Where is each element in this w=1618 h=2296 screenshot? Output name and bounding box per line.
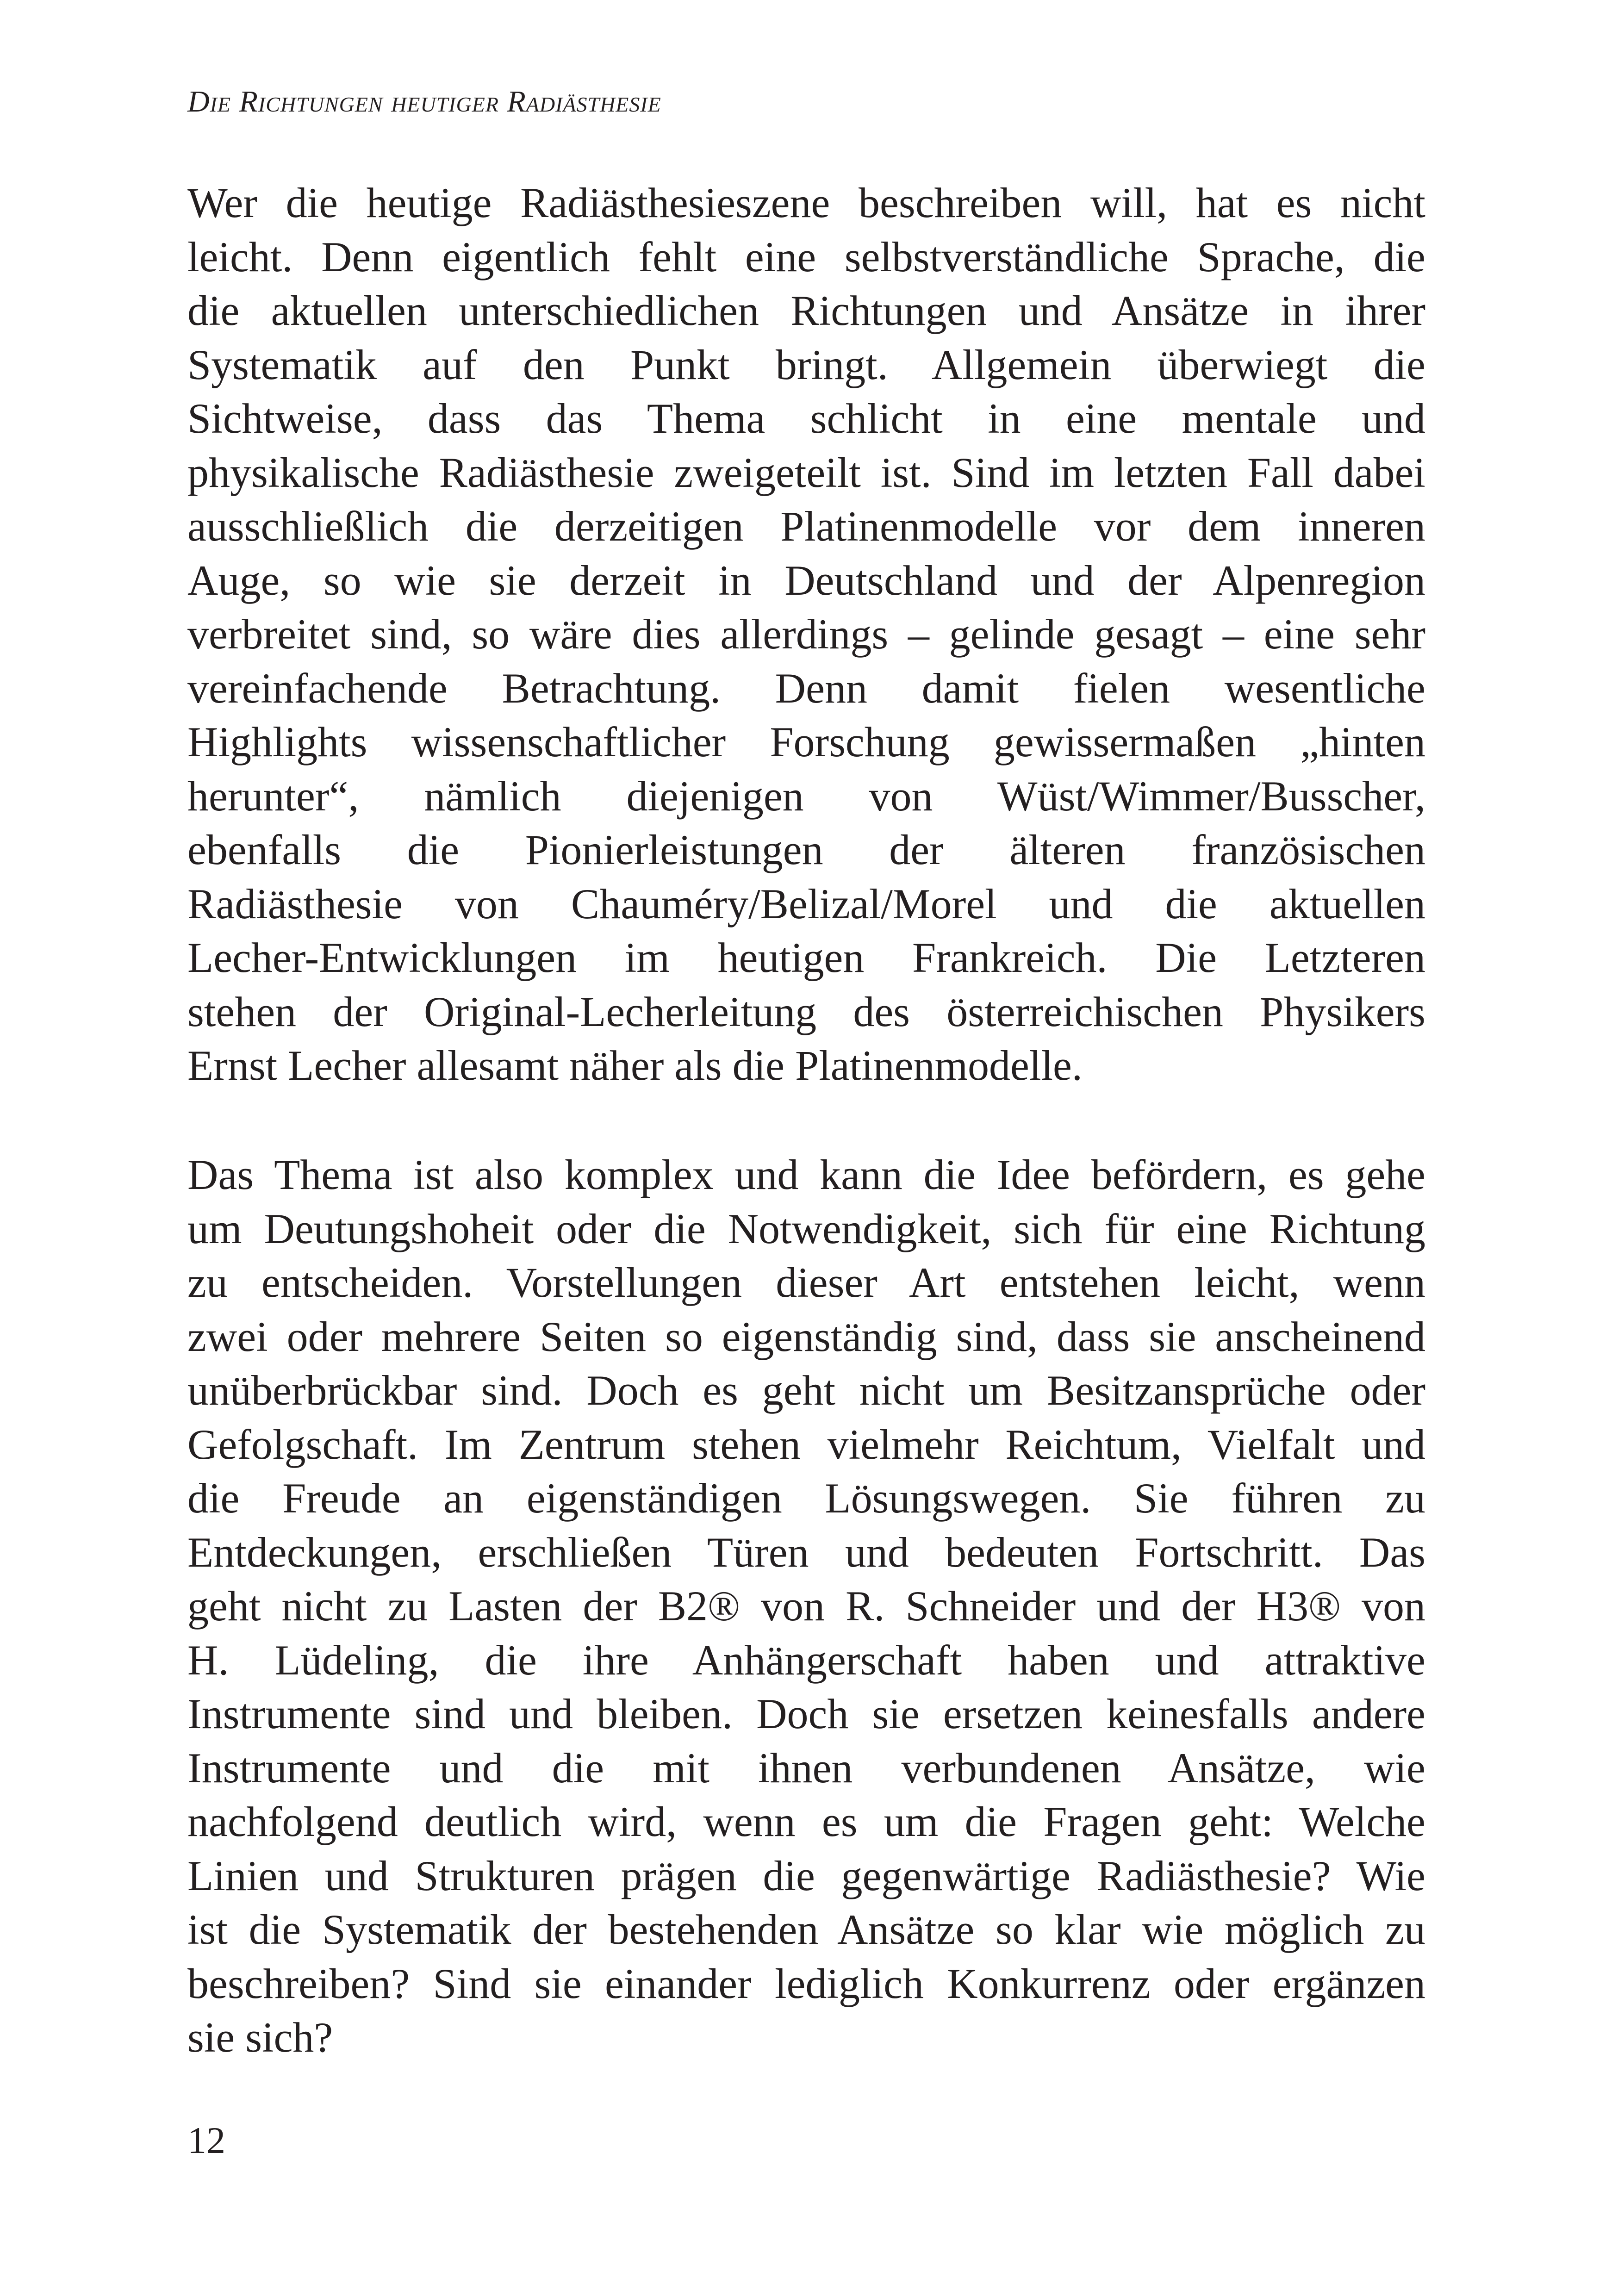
text-line: sie sich? (187, 2014, 333, 2061)
text-line: beschreiben? Sind sie einander lediglich Konkurrenz oder ergänzen (187, 1960, 1425, 2007)
text-line: zwei oder mehrere Seiten so eigenständig sind, dass sie anscheinend (187, 1313, 1425, 1360)
text-line: stehen der Original-Lecherleitung des österreichischen Physikers (187, 988, 1425, 1035)
text-line: um Deutungshoheit oder die Notwendigkeit, sich für eine Richtung (187, 1205, 1425, 1252)
text-line: leicht. Denn eigentlich fehlt eine selbstverständliche Sprache, die (187, 233, 1425, 280)
text-line: verbreitet sind, so wäre dies allerdings – gelinde gesagt – eine sehr (187, 610, 1425, 658)
paragraph-1 (187, 176, 1425, 1093)
text-line: ist die Systematik der bestehenden Ansätze so klar wie möglich zu (187, 1906, 1425, 1953)
text-line: Gefolgschaft. Im Zentrum stehen vielmehr Reichtum, Vielfalt und (187, 1420, 1425, 1468)
text-line: Radiästhesie von Chauméry/Belizal/Morel und die aktuellen (187, 880, 1425, 927)
text-line: Das Thema ist also komplex und kann die Idee befördern, es gehe (187, 1151, 1425, 1198)
text-line: H. Lüdeling, die ihre Anhängerschaft haben und attraktive (187, 1636, 1425, 1684)
text-line: Wer die heutige Radiästhesieszene beschreiben will, hat es nicht (187, 179, 1425, 226)
text-line: geht nicht zu Lasten der B2® von R. Schneider und der H3® von (187, 1582, 1425, 1630)
text-line: Instrumente sind und bleiben. Doch sie ersetzen keinesfalls andere (187, 1690, 1425, 1737)
text-line: vereinfachende Betrachtung. Denn damit fielen wesentliche (187, 664, 1425, 712)
text-line: ebenfalls die Pionierleistungen der älteren französischen (187, 826, 1425, 873)
paragraph-2 (187, 1148, 1425, 2065)
text-line: physikalische Radiästhesie zweigeteilt ist. Sind im letzten Fall dabei (187, 448, 1425, 496)
text-line: Entdeckungen, erschließen Türen und bedeuten Fortschritt. Das (187, 1528, 1425, 1576)
text-line: Instrumente und die mit ihnen verbundenen Ansätze, wie (187, 1744, 1425, 1792)
text-line: Sichtweise, dass das Thema schlicht in eine mentale und (187, 395, 1425, 442)
text-line: Auge, so wie sie derzeit in Deutschland und der Alpenregion (187, 556, 1425, 604)
page-number: 12 (187, 2119, 225, 2161)
text-line: die aktuellen unterschiedlichen Richtungen und Ansätze in ihrer (187, 287, 1425, 334)
text-line: ausschließlich die derzeitigen Platinenmodelle vor dem inneren (187, 503, 1425, 550)
text-line: nachfolgend deutlich wird, wenn es um die Fragen geht: Welche (187, 1798, 1425, 1845)
text-line: Highlights wissenschaftlicher Forschung gewissermaßen „hinten (187, 718, 1425, 765)
text-line: Systematik auf den Punkt bringt. Allgemein überwiegt die (187, 341, 1425, 388)
text-line: Linien und Strukturen prägen die gegenwärtige Radiästhesie? Wie (187, 1852, 1425, 1899)
running-head: Die Richtungen heutiger Radiästhesie (187, 85, 661, 118)
text-line: herunter“, nämlich diejenigen von Wüst/Wimmer/Busscher, (187, 772, 1425, 820)
text-line: unüberbrückbar sind. Doch es geht nicht um Besitzansprüche oder (187, 1367, 1425, 1414)
text-line: Ernst Lecher allesamt näher als die Platinenmodelle. (187, 1042, 1083, 1089)
text-line: die Freude an eigenständigen Lösungswegen. Sie führen zu (187, 1475, 1425, 1522)
text-line: zu entscheiden. Vorstellungen dieser Art entstehen leicht, wenn (187, 1259, 1425, 1306)
text-line: Lecher-Entwicklungen im heutigen Frankreich. Die Letzteren (187, 934, 1425, 981)
